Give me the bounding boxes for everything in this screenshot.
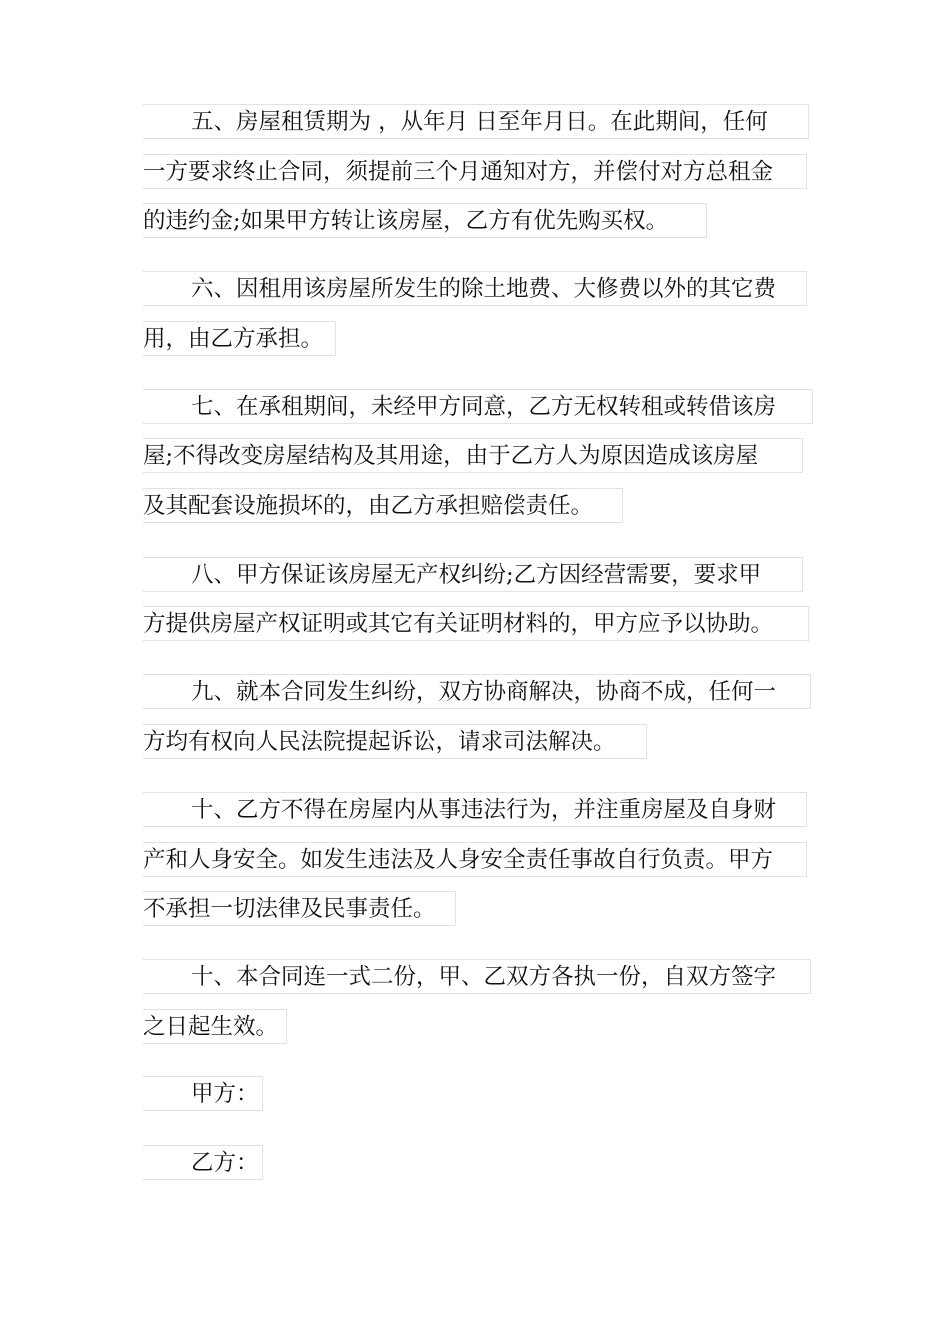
clause-11-line-2: 之日起生效。 (143, 1009, 287, 1044)
clause-10-line-1: 十、乙方不得在房屋内从事违法行为，并注重房屋及自身财 (143, 792, 807, 827)
party-a-signature-label: 甲方： (143, 1076, 263, 1111)
clause-7-line-2: 屋;不得改变房屋结构及其用途，由于乙方人为原因造成该房屋 (143, 438, 803, 473)
clause-5-line-3: 的违约金;如果甲方转让该房屋，乙方有优先购买权。 (143, 203, 707, 238)
clause-7-line-3: 及其配套设施损坏的，由乙方承担赔偿责任。 (143, 488, 623, 523)
clause-7-line-1: 七、在承租期间，未经甲方同意，乙方无权转租或转借该房 (143, 389, 813, 424)
clause-11-line-1: 十、本合同连一式二份，甲、乙双方各执一份，自双方签字 (143, 959, 811, 994)
clause-6-line-1: 六、因租用该房屋所发生的除土地费、大修费以外的其它费 (143, 271, 807, 306)
clause-10-line-2: 产和人身安全。如发生违法及人身安全责任事故自行负责。甲方 (143, 842, 807, 877)
party-b-signature-label: 乙方： (143, 1145, 263, 1180)
clause-5-line-2: 一方要求终止合同，须提前三个月通知对方，并偿付对方总租金 (143, 154, 807, 189)
clause-9-line-2: 方均有权向人民法院提起诉讼，请求司法解决。 (143, 724, 647, 759)
clause-9-line-1: 九、就本合同发生纠纷，双方协商解决，协商不成，任何一 (143, 674, 811, 709)
clause-10-line-3: 不承担一切法律及民事责任。 (143, 891, 456, 926)
clause-5-line-1: 五、房屋租赁期为 ，从年月 日至年月日。在此期间，任何 (143, 104, 809, 139)
clause-8-line-1: 八、甲方保证该房屋无产权纠纷;乙方因经营需要，要求甲 (143, 557, 803, 592)
clause-8-line-2: 方提供房屋产权证明或其它有关证明材料的，甲方应予以协助。 (143, 606, 809, 641)
clause-6-line-2: 用，由乙方承担。 (143, 321, 336, 356)
